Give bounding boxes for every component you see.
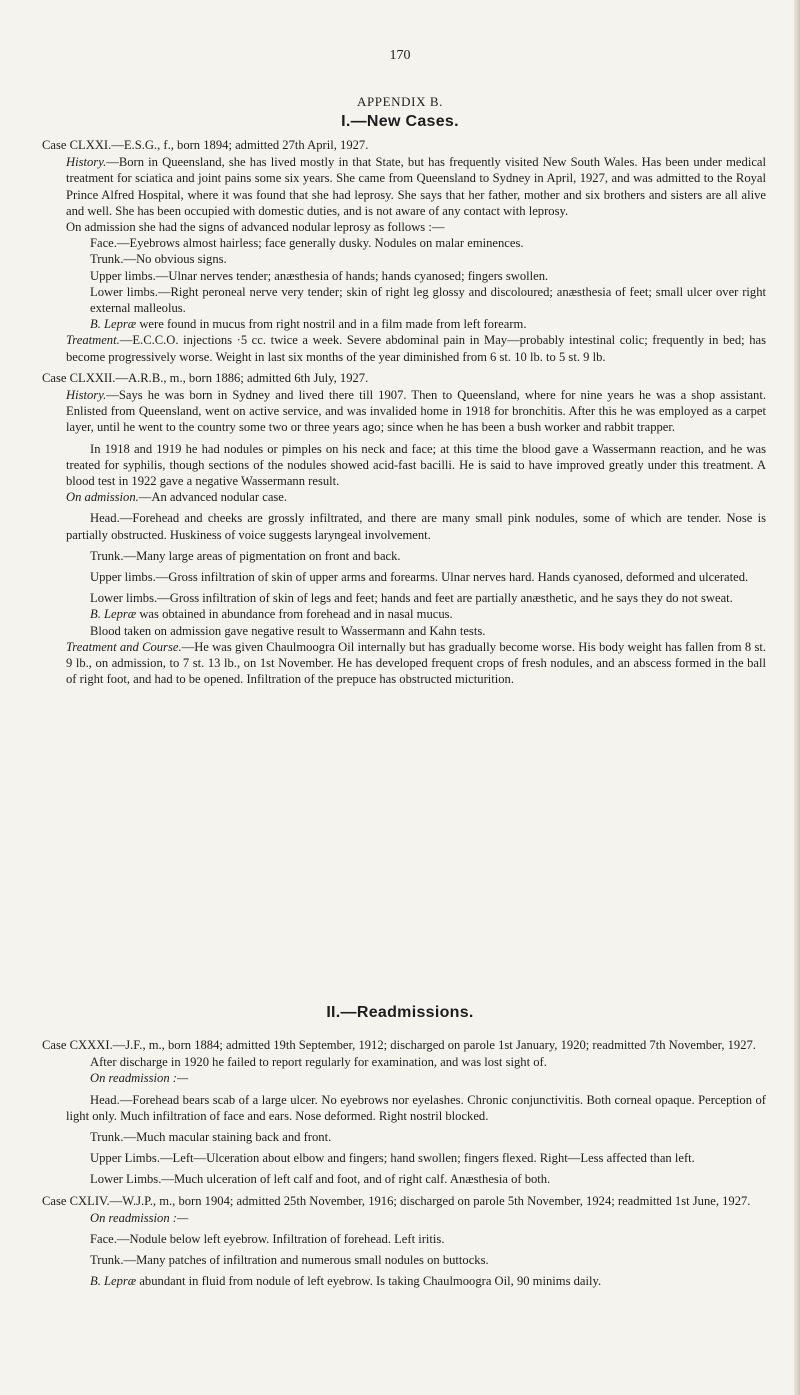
case-clxxi-trunk: Trunk.—No obvious signs. — [90, 252, 227, 267]
case-clxxii-trunk: Trunk.—Many large areas of pigmentation on front and back. — [90, 548, 401, 563]
treatment-label: Treatment. — [66, 333, 120, 348]
case-cxliv-face: Face.—Nodule below left eyebrow. Infiltration of forehead. Left iritis. — [90, 1232, 445, 1247]
case-clxxi-treatment: Treatment.—E.C.C.O. injections ·5 cc. twice a week. Severe abdominal pain in May—probably intestinal colic; frequently in bed; has become progressively worse. Weight in last six months of the year diminished from 6 st. 10 lb. to 5 st. 9 lb. — [66, 333, 766, 364]
b-leprae-label: B. Lepræ — [90, 607, 137, 622]
case-clxxii-treatment: Treatment and Course.—He was given Chaulmoogra Oil internally but has gradually become worse. His body weight has fallen from 8 st. 9 lb., on admission, to 7 st. 13 lb., on 1st November. He has developed frequent crops of fresh nodules, and an abscess formed in the ball of right foot, and had to be opened. Infiltration of the prepuce has obstructed micturition. — [66, 639, 766, 687]
on-admission-label: On admission. — [66, 490, 139, 505]
case-cxliv-b-leprae: B. Lepræ abundant in fluid from nodule of left eyebrow. Is taking Chaulmoogra Oil, 90 minims daily. — [90, 1274, 602, 1289]
case-cxliv-on-readmission: On readmission :— — [90, 1210, 189, 1225]
case-cxxxi-head: Head.—Forehead bears scab of a large ulcer. No eyebrows nor eyelashes. Chronic conjunctivitis. Both corneal opaque. Perception of light only. Much infiltration of face and ears. Nose deformed. Right nostril blocked. — [66, 1092, 766, 1123]
case-clxxii-upper-limbs: Upper limbs.—Gross infiltration of skin of upper arms and forearms. Ulnar nerves hard. Hands cyanosed, deformed and ulcerated. — [90, 570, 749, 585]
case-cxxxi-on-readmission: On readmission :— — [90, 1071, 189, 1086]
case-clxxii-blood: Blood taken on admission gave negative result to Wassermann and Kahn tests. — [90, 623, 486, 638]
case-clxxii-history: History.—Says he was born in Sydney and lived there till 1907. Then to Queensland, where for nine years he was a shop assistant. Enlisted from Queensland, went on active service, and was invalided home in 1918 for bronchitis. After this he was employed as a carpet layer, until he went to the country some two or three years ago; since when he has been a bush worker and rabbit trapper. — [66, 388, 766, 435]
case-clxxii-header: Case CLXXII.—A.R.B., m., born 1886; admitted 6th July, 1927. — [42, 370, 369, 385]
case-cxxxi-trunk: Trunk.—Much macular staining back and front. — [90, 1130, 332, 1145]
appendix-title: APPENDIX B. — [356, 94, 444, 109]
treatment-label: Treatment and Course. — [66, 639, 182, 654]
case-cxxxi-lower-limbs: Lower Limbs.—Much ulceration of left calf and foot, and of right calf. Anæsthesia of both. — [90, 1172, 551, 1187]
case-cxxxi-after-discharge: After discharge in 1920 he failed to report regularly for examination, and was lost sight of. — [90, 1055, 547, 1070]
readmissions-section — [42, 1037, 766, 1290]
history-label: History. — [66, 155, 107, 170]
page-number: 170 — [389, 48, 411, 63]
case-clxxi-b-leprae: B. Lepræ were found in mucus from right nostril and in a film made from left forearm. — [90, 317, 527, 332]
case-clxxii-b-leprae: B. Lepræ was obtained in abundance from forehead and in nasal mucus. — [90, 607, 453, 622]
case-clxxii-head: Head.—Forehead and cheeks are grossly infiltrated, and there are many small pink nodules, some of which are tender. Nose is partially obstructed. Huskiness of voice suggests laryngeal involvement. — [66, 511, 766, 542]
case-cxxxi-header: Case CXXXI.—J.F., m., born 1884; admitted 19th September, 1912; discharged on parole 1st January, 1920; readmitted 7th November, 1927. — [42, 1038, 756, 1052]
b-leprae-label: B. Lepræ — [90, 1274, 137, 1289]
new-cases-section — [42, 137, 766, 688]
case-cxliv-trunk: Trunk.—Many patches of infiltration and numerous small nodules on buttocks. — [90, 1253, 489, 1268]
case-cxxxi-upper-limbs: Upper Limbs.—Left—Ulceration about elbow and fingers; hand swollen; fingers flexed. Right—Less affected than left. — [90, 1151, 695, 1166]
b-leprae-label: B. Lepræ — [90, 317, 137, 332]
case-clxxi-face: Face.—Eyebrows almost hairless; face generally dusky. Nodules on malar eminences. — [90, 236, 524, 251]
section-heading-readmissions: II.—Readmissions. — [326, 1004, 474, 1021]
case-clxxi-upper-limbs: Upper limbs.—Ulnar nerves tender; anæsthesia of hands; hands cyanosed; fingers swollen. — [90, 268, 549, 283]
history-label: History. — [66, 388, 107, 403]
case-clxxii-lower-limbs: Lower limbs.—Gross infiltration of skin of legs and feet; hands and feet are partially anæsthetic, and he says they do not sweat. — [90, 591, 733, 606]
case-cxliv-header: Case CXLIV.—W.J.P., m., born 1904; admitted 25th November, 1916; discharged on parole 5th November, 1924; readmitted 1st June, 1927. — [42, 1193, 751, 1208]
case-clxxii-on-admission: On admission.—An advanced nodular case. — [66, 490, 288, 505]
section-heading-new-cases: I.—New Cases. — [341, 113, 459, 130]
case-clxxi-lower-limbs: Lower limbs.—Right peroneal nerve very tender; skin of right leg glossy and discoloured; anæsthesia of feet; small ulcer over right external malleolus. — [90, 284, 766, 316]
case-clxxi-history: History.—Born in Queensland, she has lived mostly in that State, but has frequently visited New South Wales. Has been under medical treatment for sciatica and joint pains some six years. She came from Queensland to Sydney in April, 1927, and was admitted to the Royal Prince Alfred Hospital, where it was found that she had leprosy. She says that her father, mother and six brothers and sisters are all alive and well. She has been occupied with domestic duties, and is not aware of any contact with leprosy. — [66, 155, 766, 218]
case-clxxi-header: Case CLXXI.—E.S.G., f., born 1894; admitted 27th April, 1927. — [42, 138, 369, 152]
case-clxxi-on-admission: On admission she had the signs of advanced nodular leprosy as follows :— — [66, 220, 445, 235]
case-clxxii-history-2: In 1918 and 1919 he had nodules or pimples on his neck and face; at this time the blood gave a Wassermann reaction, and he was treated for syphilis, though sections of the nodules showed acid-fast bacilli. He is said to have improved greatly under this treatment. A blood test in 1922 gave a negative Wassermann result. — [66, 441, 766, 489]
page-edge-shadow — [794, 0, 800, 1395]
